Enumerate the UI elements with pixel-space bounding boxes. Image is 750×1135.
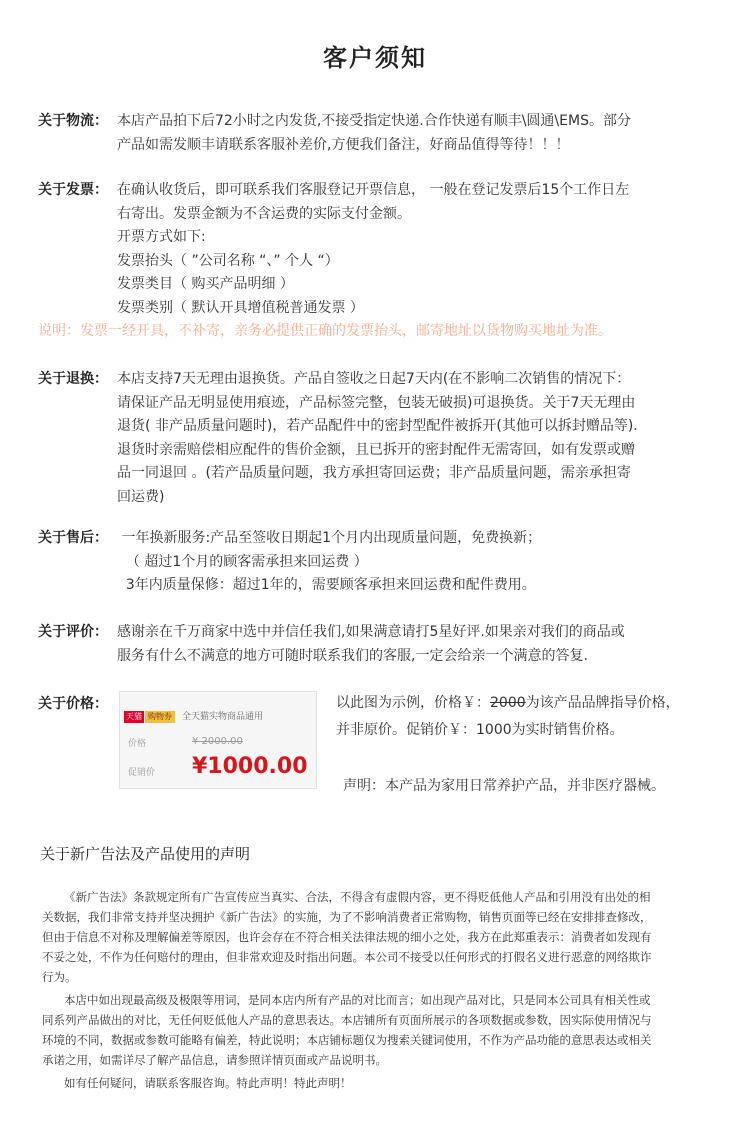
paragraph-line: 但由于信息不对称及理解偏差等原因，也许会存在不符合相关法律法规的细小之处，我方在此郑重表示：消费者如发现有 [42, 930, 652, 944]
paragraph-line: 环境的不同，数据或参数可能略有偏差，特此说明；本店铺标题仅为搜索关键词使用，不作为产品功能的意思表达或相关 [42, 1033, 652, 1047]
list-price-value: ¥ 2000.00 [192, 736, 243, 747]
paragraph-line: 关数据，我们非常支持并坚决拥护《新广告法》的实施，为了不影响消费者正常购物，销售页面等已经在安排排查修改， [42, 910, 652, 924]
invoice-line: 发票类目（ 购买产品明细 ） [117, 276, 294, 292]
invoice-note: 说明：发票一经开具，不补寄，亲务必提供正确的发票抬头，邮寄地址以货物购买地址为准。 [38, 323, 612, 339]
returns-line: 本店支持7天无理由退换货。产品自签收之日起7天内(在不影响二次销售的情况下： [117, 371, 631, 387]
ad-law-paragraph-2 [42, 990, 712, 1070]
product-statement: 声明：本产品为家用日常养护产品，并非医疗器械。 [343, 778, 665, 794]
invoice-line: 发票类别（ 默认开具增值税普通发票 ） [117, 299, 364, 316]
returns-line: 回运费) [117, 488, 165, 505]
invoice-line: 发票抬头（ ”公司名称 “、” 个人 “） [117, 252, 339, 269]
review-line: 感谢亲在千万商家中选中并信任我们,如果满意请打5星好评.如果亲对我们的商品或 [117, 624, 625, 640]
invoice-label: 关于发票： [38, 182, 108, 198]
list-price-label: 价格 [128, 739, 147, 749]
paragraph-line: 同系列产品做出的对比，无任何贬低他人产品的意思表达。本店铺所有页面所展示的各项数据或参数，因实际使用情况与 [42, 1013, 652, 1027]
sale-price-label: 促销价 [128, 768, 156, 778]
price-explain-strike: 2000 [490, 695, 526, 711]
closing-line: 如有任何疑问，请联系客服咨询。特此声明！特此声明！ [64, 1076, 352, 1090]
after-sales-line: 一年换新服务:产品至签收日期起1个月内出现质量问题，免费换新； [117, 530, 542, 546]
returns-line: 退货( 非产品质量问题时)，若产品配件中的密封型配件被拆开(其他可以拆封赠品等). [117, 418, 638, 434]
logistics-line: 产品如需发顺丰请联系客服补差价,方便我们备注，好商品值得等待！！！ [117, 136, 570, 153]
price-example-card [119, 691, 317, 789]
price-label: 关于价格： [38, 696, 108, 712]
after-sales-line: 3年内质量保修：超过1年的，需要顾客承担来回运费和配件费用。 [117, 577, 536, 593]
invoice-line: 右寄出。发票金额为不含运费的实际支付金额。 [117, 205, 411, 222]
logistics-line: 本店产品拍下后72小时之内发货,不接受指定快递.合作快递有顺丰\圆通\EMS。部分 [117, 113, 631, 129]
price-explain-pre: 以此图为示例，价格￥： [336, 695, 490, 711]
price-explain-line2: 并非原价。促销价￥：1000为实时销售价格。 [336, 722, 624, 738]
logistics-label: 关于物流： [38, 113, 108, 129]
paragraph-line: 承诺之用，如需详尽了解产品信息，请参照详情页面或产品说明书。 [42, 1053, 387, 1067]
paragraph-line: 《新广告法》条款规定所有广告宣传应当真实、合法，不得含有虚假内容，更不得贬低他人产品和引用没有出处的相 [64, 890, 651, 904]
paragraph-line: 本店中如出现最高级及极限等用词，是同本店内所有产品的对比而言；如出现产品对比，只是同本公司具有相关性或 [64, 993, 651, 1007]
review-label: 关于评价： [38, 624, 108, 640]
paragraph-line: 不妥之处，不作为任何赔付的理由，但非常欢迎及时指出问题。本公司不接受以任何形式的打假名义进行恶意的网络欺诈 [42, 950, 652, 964]
returns-line: 请保证产品无明显使用痕迹，产品标签完整，包装无破损)可退换货。关于7天无理由 [117, 394, 636, 411]
paragraph-line: 行为。 [42, 970, 77, 984]
ad-law-heading: 关于新广告法及产品使用的声明 [40, 845, 251, 863]
sale-price-value: ¥1000.00 [192, 754, 308, 779]
page-title: 客户须知 [323, 44, 427, 72]
review-line: 服务有什么不满意的地方可随时联系我们的客服,一定会给亲一个满意的答复. [117, 647, 588, 664]
invoice-line: 开票方式如下: [117, 229, 206, 245]
card-description: 全天猫实物商品通用 [182, 712, 264, 722]
invoice-line: 在确认收货后，即可联系我们客服登记开票信息， 一般在登记发票后15个工作日左 [117, 182, 630, 198]
returns-line: 品一同退回 。(若产品质量问题，我方承担寄回运费；非产品质量问题，需亲承担寄 [117, 465, 631, 481]
after-sales-line: （ 超过1个月的顾客需承担来回运费 ） [117, 553, 368, 570]
tmall-badge: 天猫 [126, 712, 142, 721]
returns-line: 退货时亲需赔偿相应配件的售价金额，且已拆开的密封配件无需寄回，如有发票或赠 [117, 441, 635, 458]
after-sales-label: 关于售后： [38, 530, 108, 546]
price-explanation [336, 690, 680, 744]
coupon-badge: 购物券 [145, 711, 175, 723]
price-explain-post: 为该产品品牌指导价格， [525, 695, 680, 711]
returns-label: 关于退换： [38, 371, 108, 387]
ad-law-paragraph-1 [42, 887, 712, 987]
